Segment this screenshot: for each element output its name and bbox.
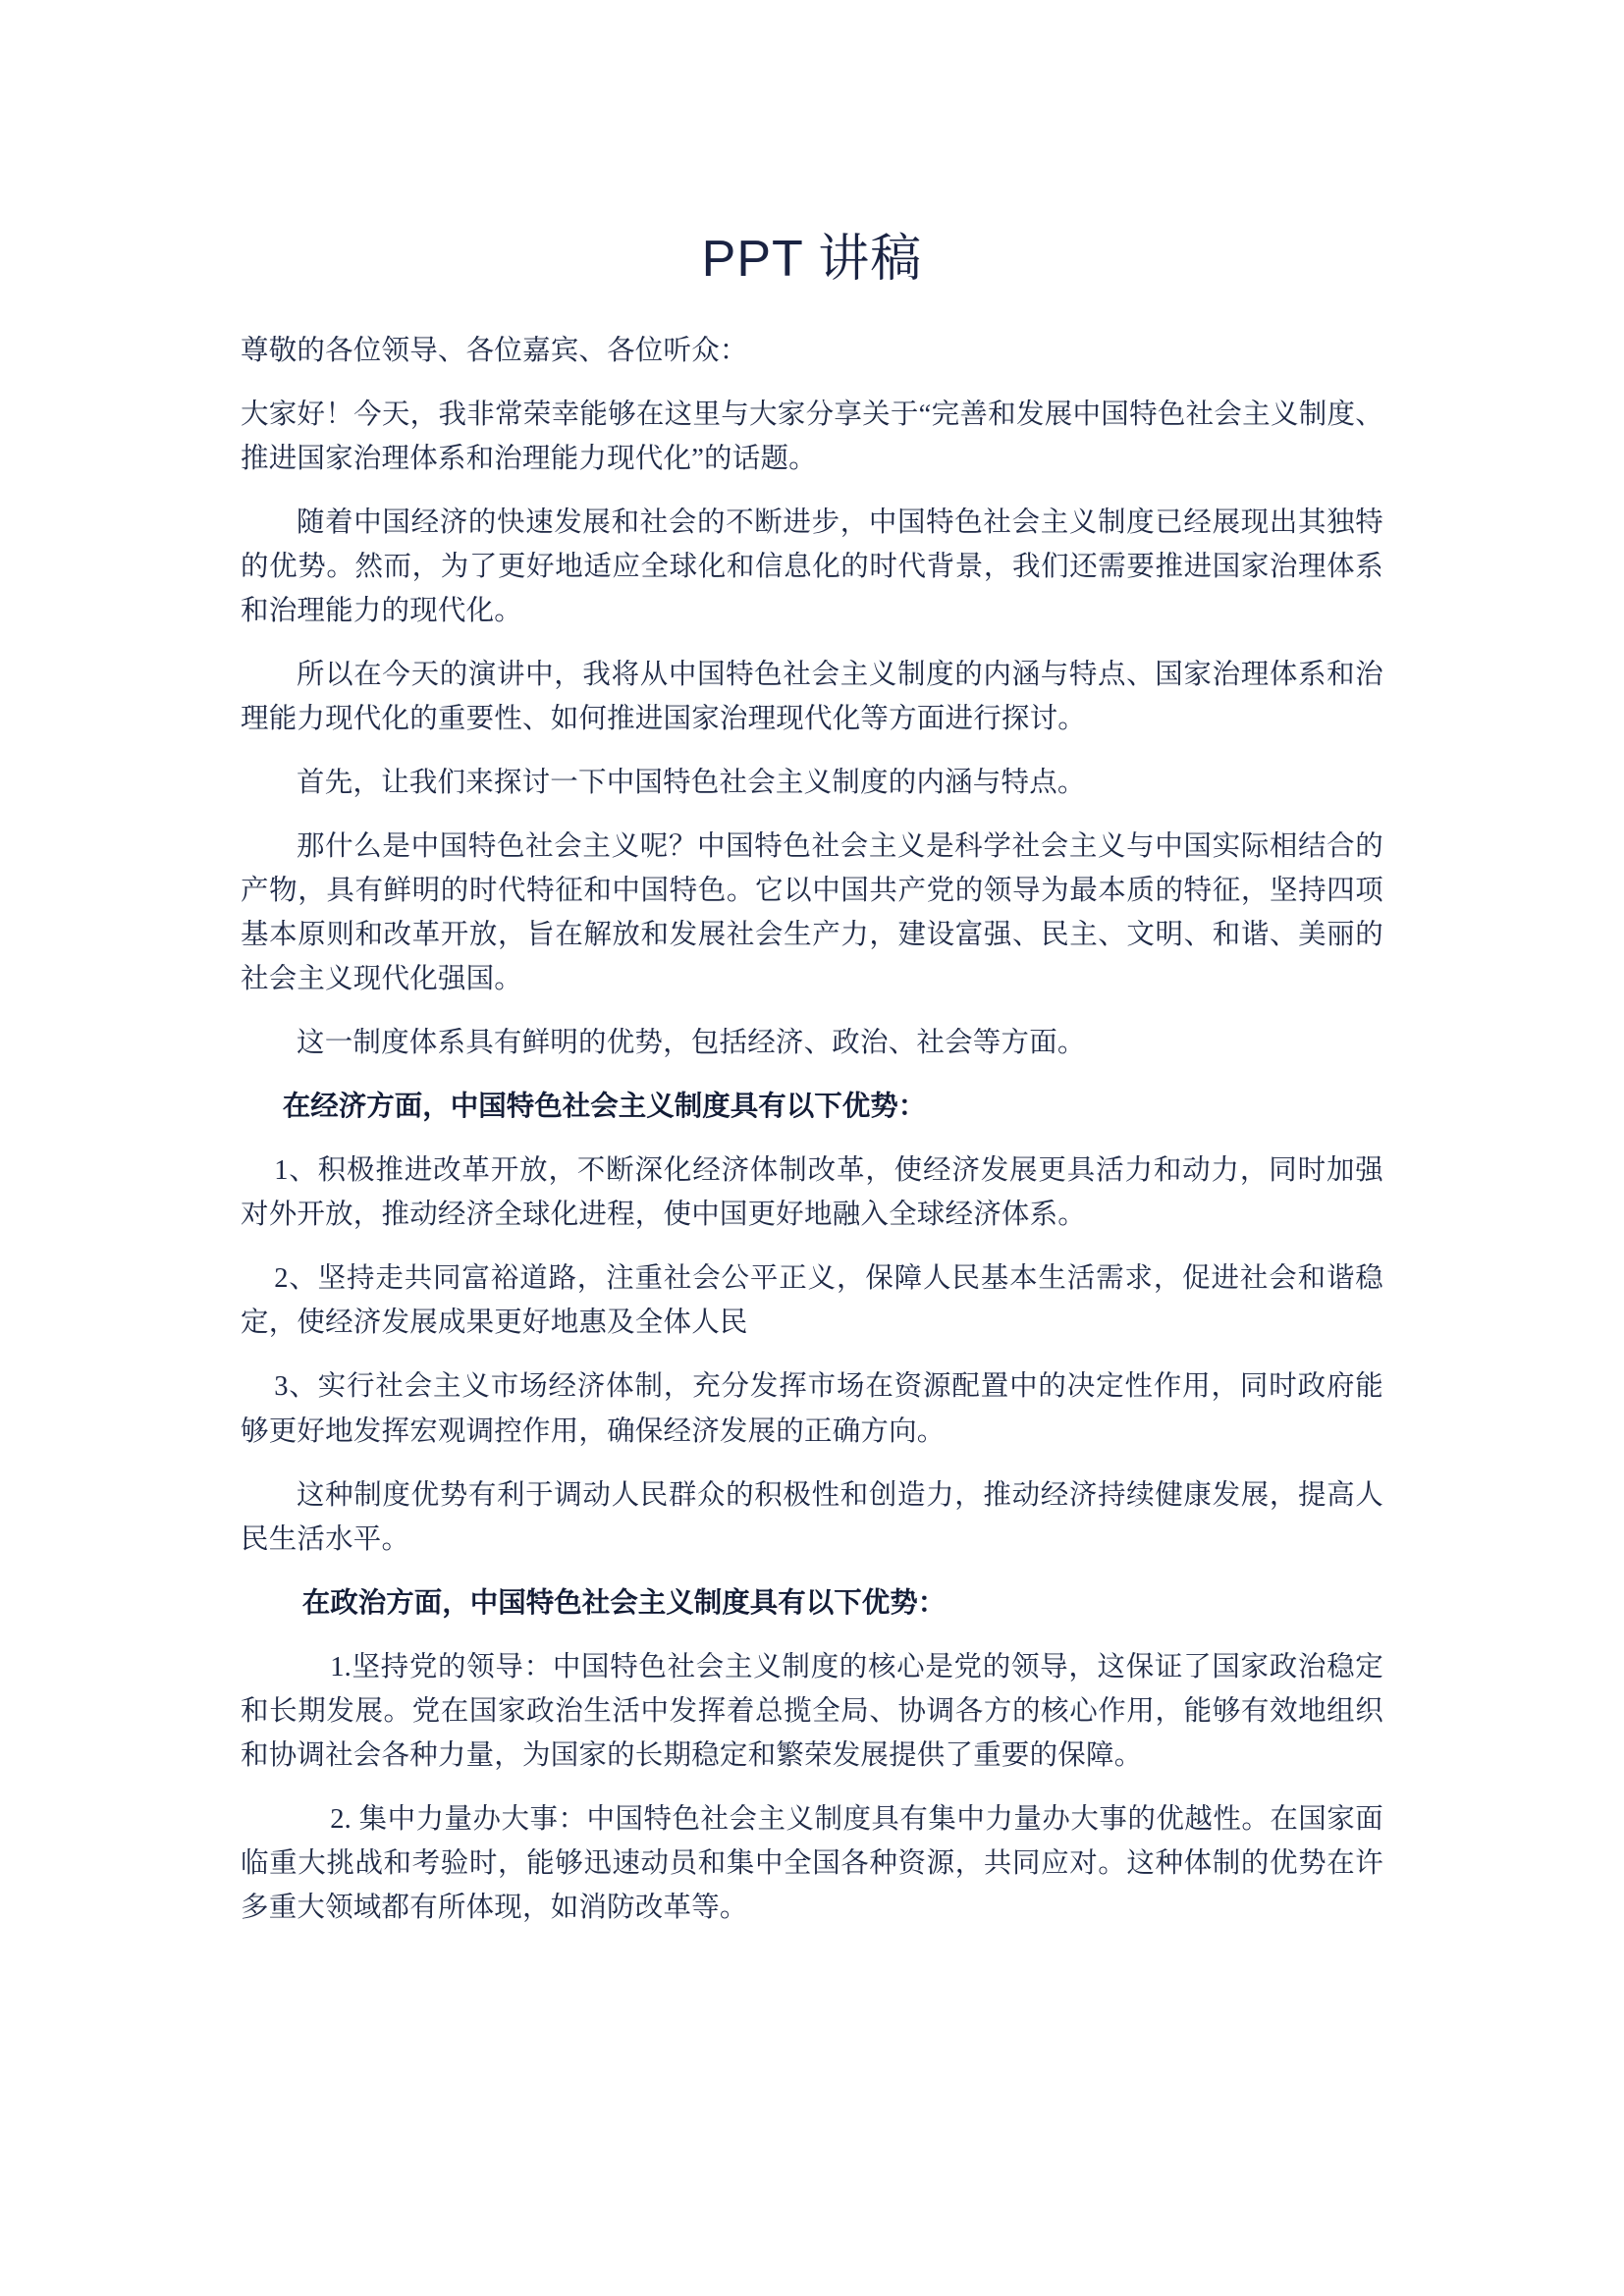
list-item-politics-2: 2. 集中力量办大事：中国特色社会主义制度具有集中力量办大事的优越性。在国家面临重大挑战和考验时，能够迅速动员和集中全国各种资源，共同应对。这种体制的优势在许多重大领域都有所体现，如消防改革等。 (241, 1803, 1383, 1923)
paragraph-greeting: 尊敬的各位领导、各位嘉宾、各位听众： (241, 336, 748, 367)
paragraph-outline: 所以在今天的演讲中，我将从中国特色社会主义制度的内涵与特点、国家治理体系和治理能力现代化的重要性、如何推进国家治理现代化等方面进行探讨。 (241, 660, 1383, 735)
heading-economy: 在经济方面，中国特色社会主义制度具有以下优势： (282, 1092, 927, 1123)
list-item-economy-2: 2、坚持走共同富裕道路，注重社会公平正义，保障人民基本生活需求，促进社会和谐稳定，使经济发展成果更好地惠及全体人民 (241, 1263, 1383, 1339)
paragraph-background: 随着中国经济的快速发展和社会的不断进步，中国特色社会主义制度已经展现出其独特的优势。然而，为了更好地适应全球化和信息化的时代背景，我们还需要推进国家治理体系和治理能力的现代化。 (241, 507, 1383, 627)
heading-politics: 在政治方面，中国特色社会主义制度具有以下优势： (301, 1587, 947, 1619)
page-title: PPT 讲稿 (701, 231, 923, 288)
list-item-politics-1: 1.坚持党的领导：中国特色社会主义制度的核心是党的领导，这保证了国家政治稳定和长期发展。党在国家政治生活中发挥着总揽全局、协调各方的核心作用，能够有效地组织和协调社会各种力量，为国家的长期稳定和繁荣发展提供了重要的保障。 (241, 1651, 1383, 1771)
paragraph-advantages-intro: 这一制度体系具有鲜明的优势，包括经济、政治、社会等方面。 (297, 1028, 1086, 1059)
list-item-economy-1: 1、积极推进改革开放，不断深化经济体制改革，使经济发展更具活力和动力，同时加强对外开放，推动经济全球化进程，使中国更好地融入全球经济体系。 (241, 1155, 1383, 1231)
paragraph-opening: 大家好！今天，我非常荣幸能够在这里与大家分享关于“完善和发展中国特色社会主义制度、推进国家治理体系和治理能力现代化”的话题。 (241, 400, 1383, 475)
paragraph-economy-summary: 这种制度优势有利于调动人民群众的积极性和创造力，推动经济持续健康发展，提高人民生活水平。 (241, 1479, 1383, 1555)
paragraph-definition: 那什么是中国特色社会主义呢？中国特色社会主义是科学社会主义与中国实际相结合的产物，具有鲜明的时代特征和中国特色。它以中国共产党的领导为最本质的特征，坚持四项基本原则和改革开放，旨在解放和发展社会生产力，建设富强、民主、文明、和谐、美丽的社会主义现代化强国。 (241, 831, 1383, 995)
paragraph-section-intro: 首先，让我们来探讨一下中国特色社会主义制度的内涵与特点。 (297, 768, 1086, 799)
list-item-economy-3: 3、实行社会主义市场经济体制，充分发挥市场在资源配置中的决定性作用，同时政府能够更好地发挥宏观调控作用，确保经济发展的正确方向。 (241, 1371, 1383, 1447)
